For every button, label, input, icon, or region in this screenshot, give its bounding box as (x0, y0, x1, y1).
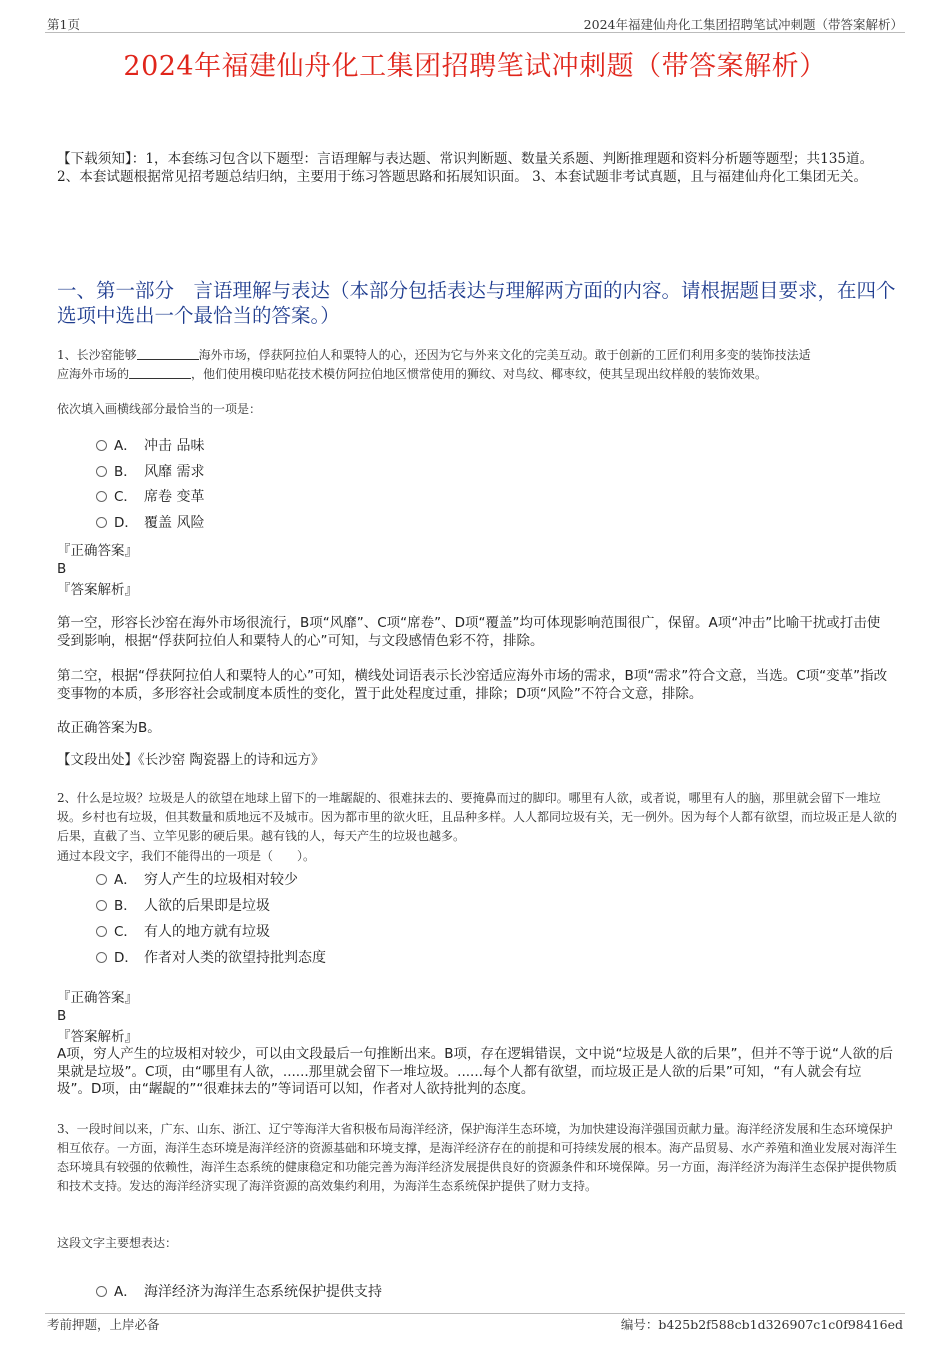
q1-stem: 1、长沙窑能够 海外市场，俘获阿拉伯人和粟特人的心，还因为它与外来文化的完美互动。敢于创新的工匠们利用多变的装饰技法适 应海外市场的 ，他们使用模印贴花技术模仿阿拉伯地区惯常使用的狮纹、对鸟纹、椰枣纹，使其呈现出纹样般的装饰效果。 (57, 348, 811, 381)
radio-icon[interactable] (96, 466, 107, 477)
q2-analysis-label: 『答案解析』 (57, 1029, 138, 1045)
radio-icon[interactable] (96, 874, 107, 885)
q2-stem: 2、什么是垃圾？垃圾是人的欲望在地球上留下的一堆龌龊的、很难抹去的、要掩鼻而过的脚印。哪里有人欲，或者说，哪里有人的脑，那里就会留下一堆垃圾。乡村也有垃圾，但其数量和质地远不及城市。因为都市里的欲火旺，且品种多样。人人都同垃圾有关，无一例外。因为每个人都有欲望，而垃圾正是人欲的后果，直截了当、立竿见影的硬后果。越有钱的人，每天产生的垃圾也越多。 (57, 791, 898, 843)
q2-correct-answer-label: 『正确答案』 (57, 990, 138, 1006)
q2-option-c[interactable]: C． 有人的地方就有垃圾 (96, 922, 270, 942)
footer-divider (45, 1313, 905, 1314)
radio-icon[interactable] (96, 491, 107, 502)
q2-answer: B (57, 1008, 67, 1024)
q1-blank-2 (129, 366, 191, 379)
q1-analysis-3: 故正确答案为B。 (57, 720, 161, 736)
q1-blank-1 (137, 347, 199, 360)
q1-analysis-1: 第一空，形容长沙窑在海外市场很流行，B项“风靡”、C项“席卷”、D项“覆盖”均可体现影响范围很广，保留。A项“冲击”比喻干扰或打击使受到影响，根据“俘获阿拉伯人和粟特人的心”可知，与文段感情色彩不符，排除。 (57, 615, 881, 649)
q1-analysis-2: 第二空，根据“俘获阿拉伯人和粟特人的心”可知，横线处词语表示长沙窑适应海外市场的需求，B项“需求”符合文意，当选。C项“变革”指改变事物的本质，多形容社会或制度本质性的变化，置于此处程度过重，排除；D项“风险”不符合文意，排除。 (57, 668, 888, 702)
q2-prompt: 通过本段文字，我们不能得出的一项是（ ）。 (57, 849, 316, 863)
radio-icon[interactable] (96, 952, 107, 963)
q1-prompt: 依次填入画横线部分最恰当的一项是： (57, 402, 262, 416)
radio-icon[interactable] (96, 926, 107, 937)
q1-source: 【文段出处】《长沙窑 陶瓷器上的诗和远方》 (57, 752, 325, 768)
page-header (45, 14, 905, 33)
q2-option-a[interactable]: A． 穷人产生的垃圾相对较少 (96, 870, 298, 890)
radio-icon[interactable] (96, 517, 107, 528)
q1-option-b[interactable]: B． 风靡 需求 (96, 462, 204, 482)
q1-analysis-label: 『答案解析』 (57, 582, 138, 598)
q2-analysis: A项，穷人产生的垃圾相对较少，可以由文段最后一句推断出来。B项，存在逻辑错误，文中说“垃圾是人欲的后果”，但并不等于说“人欲的后果就是垃圾”。C项，由“哪里有人欲，......那里就会留下一堆垃圾。......每个人都有欲望，而垃圾正是人欲的后果”可知，“有人就会有垃圾”。D项，由“龌龊的”“很难抹去的”等词语可以知，作者对人欲持批判的态度。 (57, 1046, 893, 1097)
header-doc-title: 2024年福建仙舟化工集团招聘笔试冲刺题（带答案解析） (583, 17, 903, 32)
q3-stem: 3、一段时间以来，广东、山东、浙江、辽宁等海洋大省积极布局海洋经济，保护海洋生态环境，为加快建设海洋强国贡献力量。海洋经济发展和生态环境保护相互依存。一方面，海洋生态环境是海洋经济的资源基础和环境支撑，是海洋经济存在的前提和可持续发展的根本。海产品贸易、水产养殖和渔业发展对海洋生态环境具有较强的依赖性，海洋生态系统的健康稳定和功能完善为海洋经济发展提供良好的资源条件和环境保障。另一方面，海洋经济为海洋生态保护提供物质和技术支持。发达的海洋经济实现了海洋资源的高效集约利用，为海洋生态系统保护提供了财力支持。 (57, 1122, 898, 1193)
radio-icon[interactable] (96, 440, 107, 451)
q1-option-a[interactable]: A． 冲击 品味 (96, 436, 204, 456)
page-number: 第1页 (47, 17, 80, 32)
q2-option-b[interactable]: B． 人欲的后果即是垃圾 (96, 896, 270, 916)
footer-serial: 编号：b425b2f588cb1d326907c1c0f98416ed (620, 1317, 903, 1332)
radio-icon[interactable] (96, 900, 107, 911)
q1-answer: B (57, 561, 67, 577)
q1-correct-answer-label: 『正确答案』 (57, 543, 138, 559)
q3-prompt: 这段文字主要想表达： (57, 1236, 178, 1250)
q1-option-d[interactable]: D． 覆盖 风险 (96, 513, 204, 533)
q2-option-d[interactable]: D． 作者对人类的欲望持批判态度 (96, 948, 326, 968)
q1-option-c[interactable]: C． 席卷 变革 (96, 487, 204, 507)
download-notice: 【下载须知】：1，本套练习包含以下题型：言语理解与表达题、常识判断题、数量关系题、判断推理题和资料分析题等题型；共135道。 2、本套试题根据常见招考题总结归纳，主要用于练习答题思路和拓展知识面。 3、本套试题非考试真题，且与福建仙舟化工集团无关。 (57, 151, 874, 185)
radio-icon[interactable] (96, 1286, 107, 1297)
footer-slogan: 考前押题，上岸必备 (47, 1317, 160, 1332)
section-title: 一、第一部分 言语理解与表达（本部分包括表达与理解两方面的内容。请根据题目要求，在四个选项中选出一个最恰当的答案。） (57, 279, 896, 327)
q3-option-a[interactable]: A． 海洋经济为海洋生态系统保护提供支持 (96, 1282, 382, 1302)
document-title: 2024年福建仙舟化工集团招聘笔试冲刺题（带答案解析） (123, 51, 827, 82)
